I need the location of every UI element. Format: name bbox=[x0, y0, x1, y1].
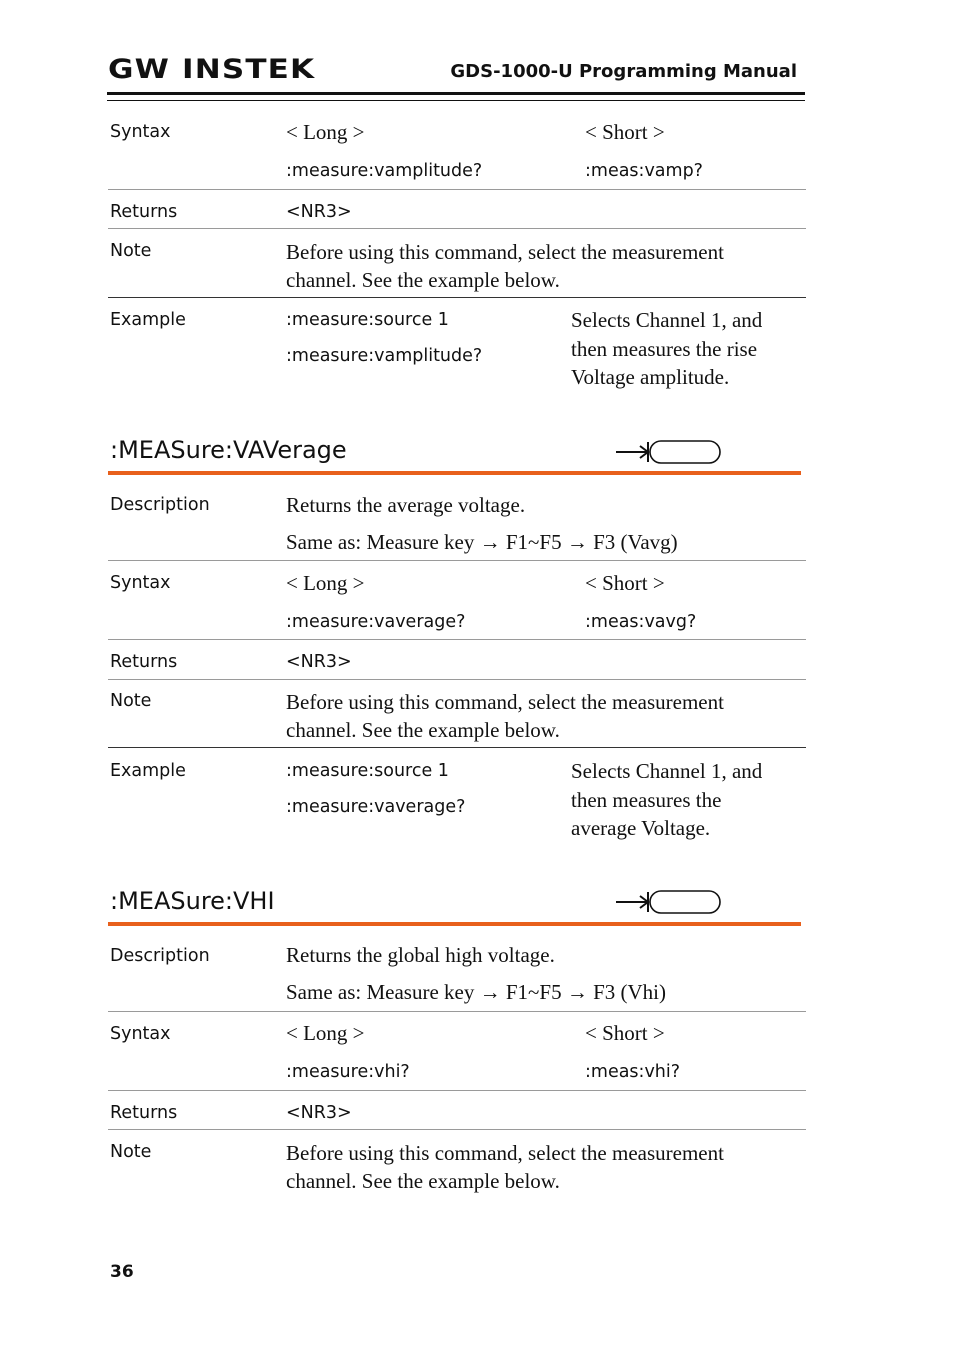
row-divider bbox=[108, 1011, 806, 1012]
returns-value: <NR3> bbox=[286, 652, 352, 672]
header-rule bbox=[107, 92, 805, 95]
note-label: Note bbox=[110, 691, 152, 711]
manual-title: GDS-1000-U Programming Manual bbox=[450, 61, 797, 82]
section-rule bbox=[108, 922, 801, 926]
row-divider bbox=[108, 747, 806, 748]
note-text: Before using this command, select the measurement channel. See the example below. bbox=[286, 690, 724, 742]
syntax-long: :measure:vhi? bbox=[286, 1062, 410, 1082]
row-divider bbox=[108, 639, 806, 640]
row-divider bbox=[108, 297, 806, 298]
example-command: :measure:vamplitude? bbox=[286, 346, 483, 366]
syntax-long: :measure:vaverage? bbox=[286, 612, 466, 632]
example-description-line: then measures the bbox=[571, 787, 722, 812]
long-header: < Long > bbox=[286, 120, 365, 144]
long-header: < Long > bbox=[286, 571, 365, 595]
section-rule bbox=[108, 471, 801, 475]
example-command: :measure:vaverage? bbox=[286, 797, 466, 817]
section-heading: :MEASure:VAVerage bbox=[110, 436, 347, 464]
note-text: Before using this command, select the measurement channel. See the example below. bbox=[286, 240, 724, 292]
syntax-long: :measure:vamplitude? bbox=[286, 161, 483, 181]
row-divider bbox=[108, 1090, 806, 1091]
example-description-line: Voltage amplitude. bbox=[571, 365, 730, 389]
note-label: Note bbox=[110, 241, 152, 261]
syntax-short: :meas:vavg? bbox=[585, 612, 697, 632]
example-command: :measure:source 1 bbox=[286, 761, 449, 781]
short-header: < Short > bbox=[585, 1021, 665, 1045]
syntax-short: :meas:vamp? bbox=[585, 161, 703, 181]
example-description-line: then measures the rise bbox=[571, 336, 758, 361]
returns-label: Returns bbox=[110, 202, 178, 222]
row-divider bbox=[108, 1129, 806, 1130]
description-label: Description bbox=[110, 946, 210, 966]
returns-value: <NR3> bbox=[286, 1103, 352, 1123]
example-label: Example bbox=[110, 761, 186, 781]
description-equivalent: Same as: Measure key → F1~F5 → F3 (Vavg) bbox=[286, 530, 678, 554]
example-description-line: Selects Channel 1, and bbox=[571, 308, 763, 332]
short-header: < Short > bbox=[585, 120, 665, 144]
returns-value: <NR3> bbox=[286, 202, 352, 222]
example-description bbox=[571, 306, 762, 392]
header-rule-thin bbox=[107, 100, 805, 101]
section-heading: :MEASure:VHI bbox=[110, 887, 275, 915]
row-divider bbox=[108, 560, 806, 561]
syntax-label: Syntax bbox=[110, 1024, 171, 1044]
description-text: Returns the global high voltage. bbox=[286, 943, 555, 967]
description-label: Description bbox=[110, 495, 210, 515]
note-text: Before using this command, select the measurement channel. See the example below. bbox=[286, 1141, 724, 1193]
row-divider bbox=[108, 679, 806, 680]
syntax-label: Syntax bbox=[110, 573, 171, 593]
example-command: :measure:source 1 bbox=[286, 310, 449, 330]
long-header: < Long > bbox=[286, 1021, 365, 1045]
example-description-line: average Voltage. bbox=[571, 816, 711, 840]
example-description-line: Selects Channel 1, and bbox=[571, 759, 763, 783]
returns-label: Returns bbox=[110, 1103, 178, 1123]
note-label: Note bbox=[110, 1142, 152, 1162]
page-number: 36 bbox=[110, 1262, 134, 1282]
returns-label: Returns bbox=[110, 652, 178, 672]
syntax-short: :meas:vhi? bbox=[585, 1062, 681, 1082]
brand-logo: GW INSTEK bbox=[108, 54, 316, 85]
row-divider bbox=[108, 228, 806, 229]
short-header: < Short > bbox=[585, 571, 665, 595]
syntax-label: Syntax bbox=[110, 122, 171, 142]
example-description bbox=[571, 757, 762, 843]
description-equivalent: Same as: Measure key → F1~F5 → F3 (Vhi) bbox=[286, 980, 666, 1004]
set-query-command-icon bbox=[614, 889, 722, 915]
description-text: Returns the average voltage. bbox=[286, 493, 526, 517]
example-label: Example bbox=[110, 310, 186, 330]
row-divider bbox=[108, 189, 806, 190]
set-query-command-icon bbox=[614, 439, 722, 465]
